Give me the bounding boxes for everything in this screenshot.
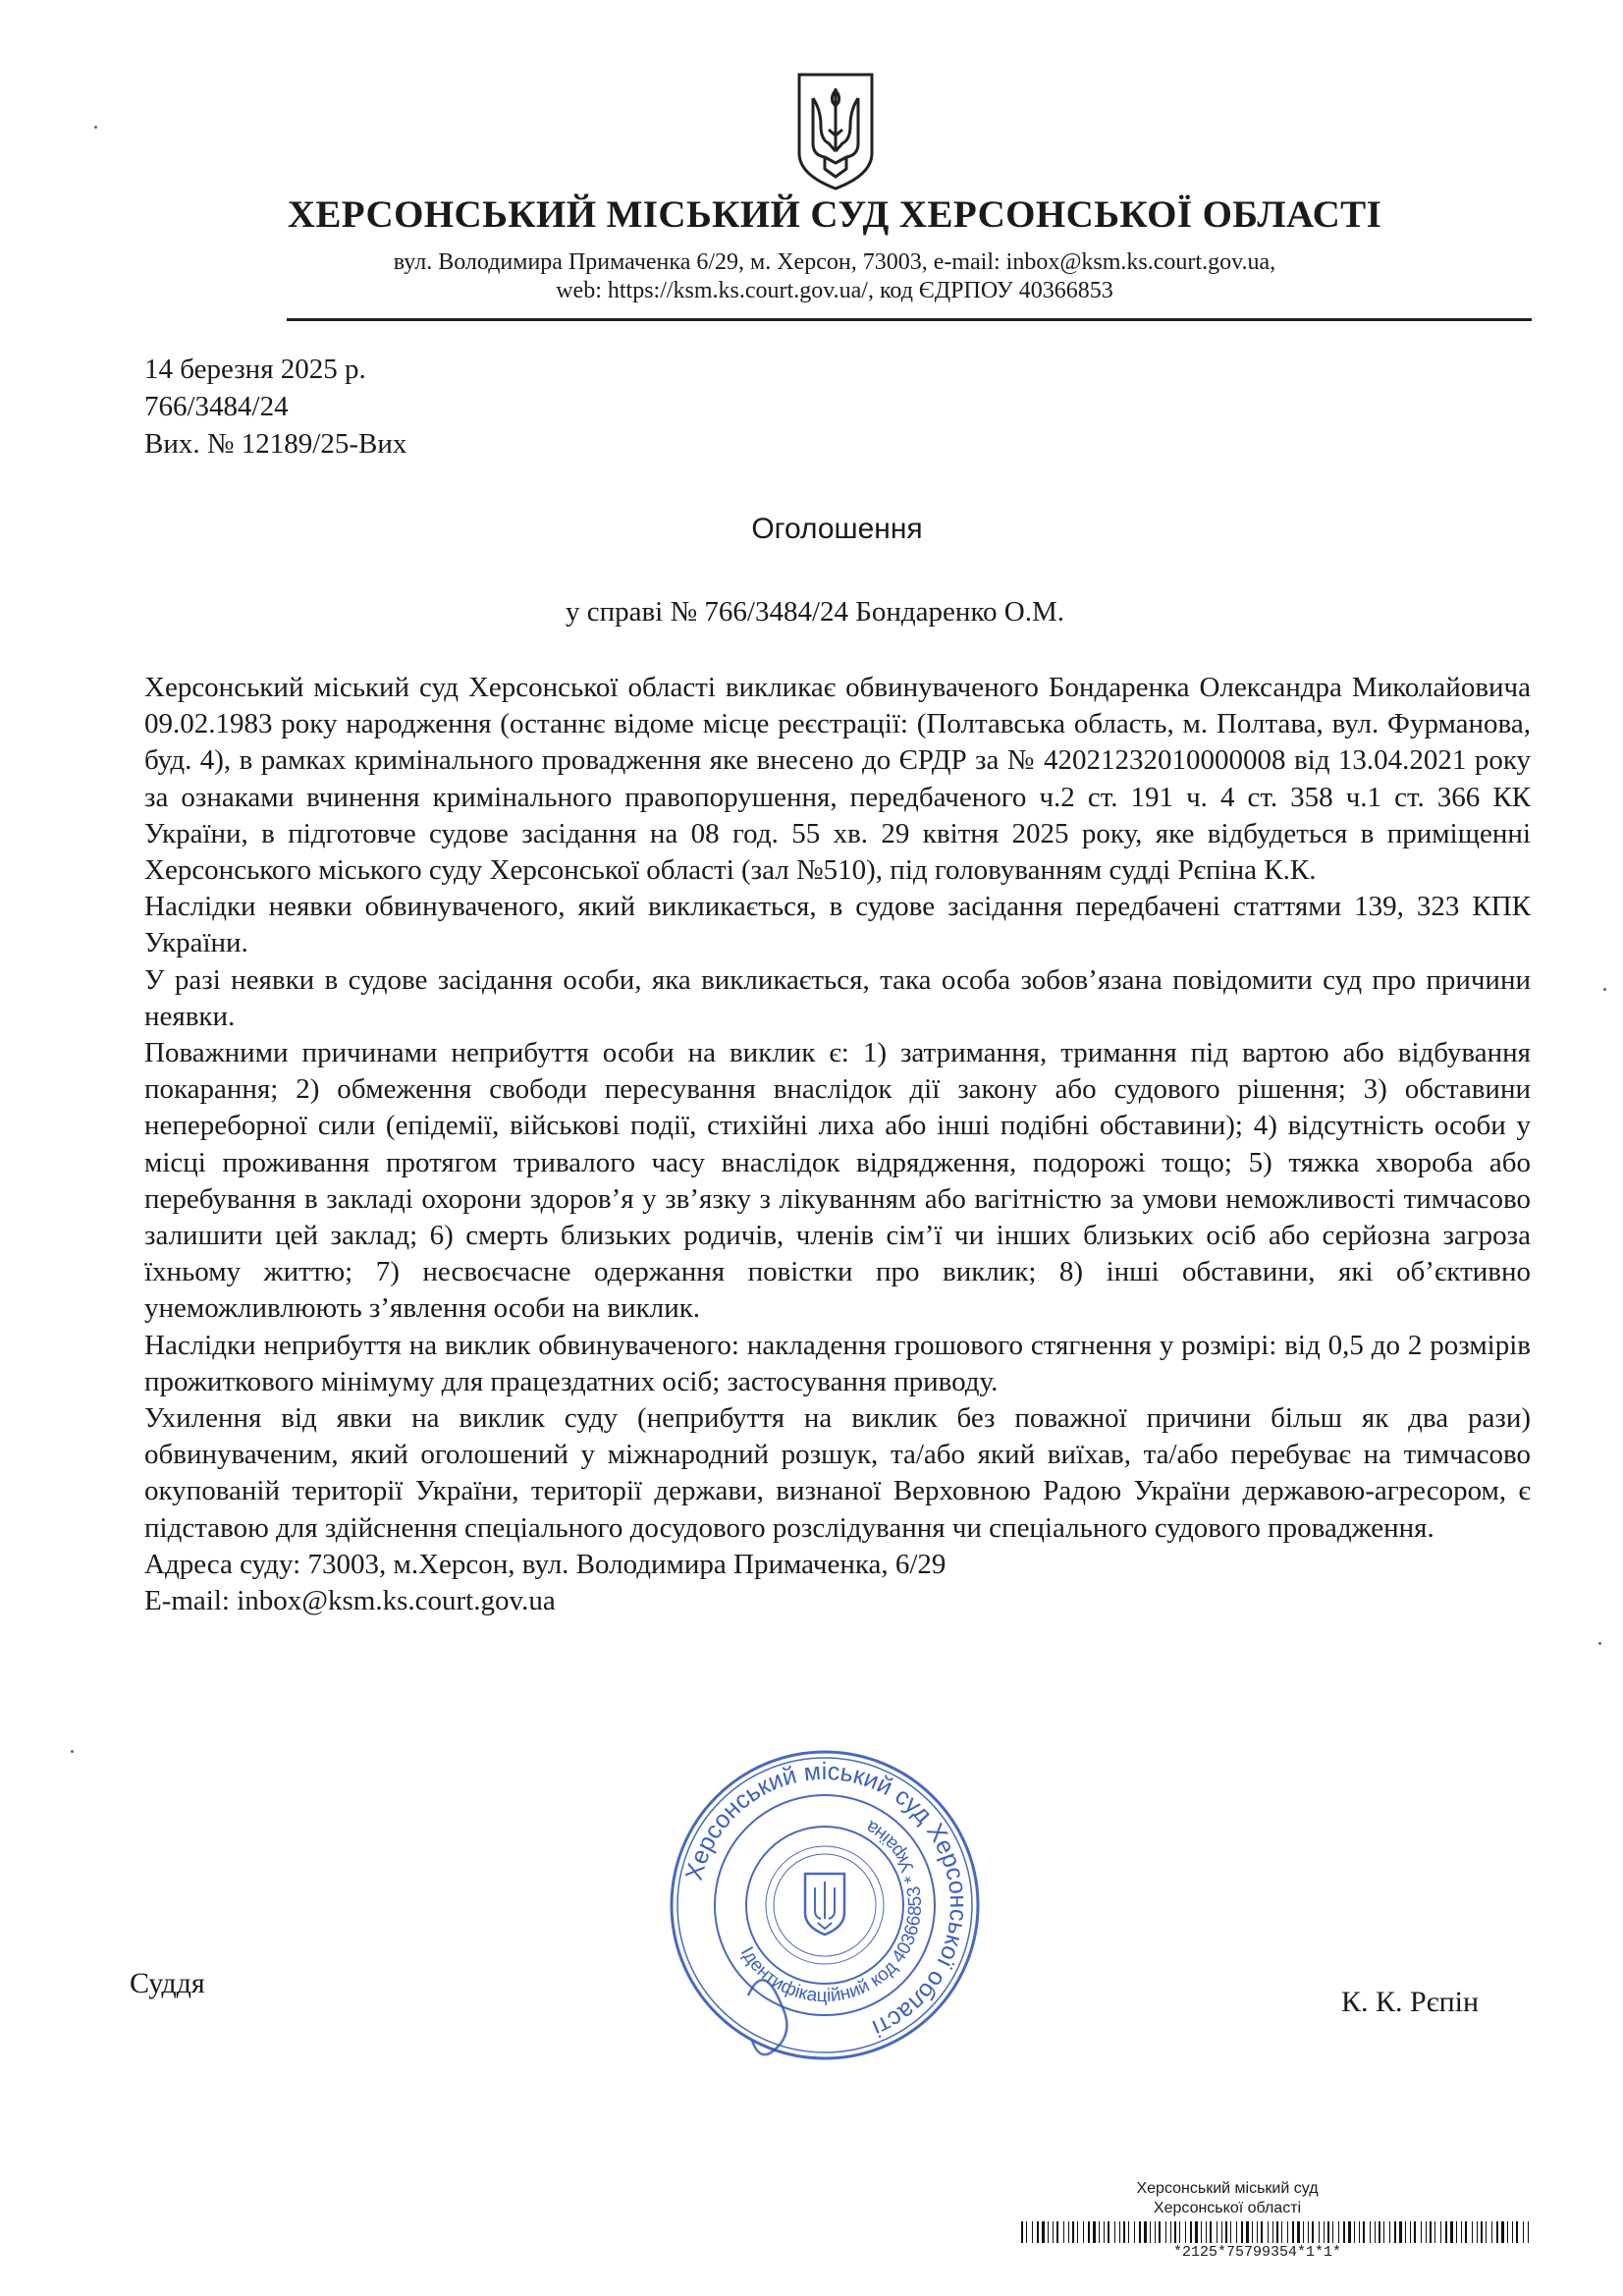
header-divider [287,318,1532,321]
barcode-bar [1185,2221,1186,2243]
barcode-bar [1144,2221,1147,2243]
barcode-bar [1170,2221,1171,2243]
barcode-bar [1056,2221,1058,2243]
document-barcode [1021,2221,1532,2243]
barcode-bar [1190,2221,1192,2243]
footer-org-line: Херсонської області [1153,2200,1302,2216]
barcode-bar [1319,2221,1320,2243]
body-paragraph: У разі неявки в судове засідання особи, яка викликається, така особа зобов’язана повідомити суд про причини неявки. [144,963,1531,1032]
barcode-bar [1195,2221,1198,2243]
barcode-bar [1123,2221,1125,2243]
barcode-bar [1257,2221,1258,2243]
barcode-bar [1206,2221,1207,2243]
barcode-bar [1068,2221,1069,2243]
barcode-bar [1246,2221,1249,2243]
barcode-bar [1088,2221,1090,2243]
document-title: Оголошення [751,513,923,545]
court-name: ХЕРСОНСЬКИЙ МІСЬКИЙ СУД ХЕРСОНСЬКОЇ ОБЛАСТІ [287,193,1382,236]
barcode-bar [1343,2221,1345,2243]
body-paragraph: Херсонський міський суд Херсонської області викликає обвинуваченого Бондаренка Олександра Миколайовича 09.02.1983 року народження (останнє відоме місце реєстрації: (Полтавська область, м. Полтава, вул. Фурманова, буд. 4), в рамках кримінального провадження яке внесено до ЄРДР за № 42021232010000008 від 13.04.2021 року за ознаками вчинення кримінального правопорушення, передбаченого ч.2 ст. 191 ч. 4 ст. 358 ч.1 ст. 366 КК України, в підготовче судове засідання на 08 год. 55 хв. 29 квітня 2025 року, яке відбудеться в приміщенні Херсонського міського суду Херсонської області (зал №510), під головуванням судді Рєпіна К.К. [144,672,1531,887]
barcode-bar [1276,2221,1278,2243]
barcode-bar [1179,2221,1180,2243]
barcode-bar [1465,2221,1467,2243]
body-paragraph: Наслідки неявки обвинуваченого, який викликається, в судове засідання передбачені статтями 139, 323 КПК України. [144,891,1531,959]
barcode-bar [1440,2221,1441,2243]
barcode-bar [1312,2221,1314,2243]
barcode-text: *2125*75799354*1*1* [1173,2244,1342,2261]
barcode-bar [1370,2221,1371,2243]
barcode-bar [1491,2221,1492,2243]
barcode-bar [1507,2221,1508,2243]
barcode-bar [1099,2221,1100,2243]
barcode-bar [1272,2221,1273,2243]
barcode-bar [1359,2221,1360,2243]
barcode-bar [1445,2221,1447,2243]
barcode-bar [1241,2221,1243,2243]
barcode-bar [1026,2221,1027,2243]
barcode-bar [1379,2221,1380,2243]
barcode-bar [1114,2221,1115,2243]
barcode-bar [1225,2221,1227,2243]
barcode-bar [1327,2221,1329,2243]
barcode-bar [1230,2221,1231,2243]
court-seal-stamp [658,1738,992,2072]
barcode-bar [1093,2221,1096,2243]
stamp-outer-text: Херсонський міський суд Херсонської області [679,1757,973,2043]
barcode-bar [1324,2221,1325,2243]
barcode-bar [1221,2221,1222,2243]
barcode-bar [1481,2221,1483,2243]
barcode-bar [1477,2221,1478,2243]
barcode-bar [1083,2221,1084,2243]
barcode-bar [1456,2221,1457,2243]
barcode-bar [1461,2221,1462,2243]
barcode-bar [1354,2221,1355,2243]
barcode-bar [1389,2221,1390,2243]
announcement-body [144,670,1531,1619]
barcode-bar [1394,2221,1396,2243]
barcode-bar [1348,2221,1351,2243]
case-number: 766/3484/24 [144,391,289,422]
barcode-bar [1410,2221,1411,2243]
barcode-bar [1174,2221,1176,2243]
barcode-bar [1165,2221,1166,2243]
barcode-bar [1512,2221,1513,2243]
scan-speck [1598,1642,1601,1645]
barcode-bar [1139,2221,1141,2243]
barcode-bar [1155,2221,1156,2243]
judge-role-label: Суддя [130,1967,205,1999]
barcode-bar [1128,2221,1129,2243]
case-subtitle: у справі № 766/3484/24 Бондаренко О.М. [565,596,1065,628]
barcode-bar [1450,2221,1453,2243]
footer-org-line: Херсонський міський суд [1136,2180,1319,2197]
barcode-bar [1308,2221,1309,2243]
barcode-bar [1430,2221,1432,2243]
barcode-bar [1032,2221,1033,2243]
barcode-bar [1383,2221,1384,2243]
barcode-bar [1063,2221,1064,2243]
document-date: 14 березня 2025 р. [144,354,366,385]
scan-speck [71,1750,74,1753]
barcode-bar [1297,2221,1300,2243]
footer-organization [1051,2179,1404,2218]
barcode-bar [1236,2221,1237,2243]
barcode-bar [1037,2221,1039,2243]
barcode-bar [1119,2221,1120,2243]
body-paragraph: Наслідки неприбуття на виклик обвинуваченого: накладення грошового стягнення у розмірі: від 0,5 до 2 розмірів прожиткового мінімуму для працездатних осіб; застосування приводу. [144,1329,1531,1397]
barcode-bar [1292,2221,1294,2243]
court-email: E-mail: inbox@ksm.ks.court.gov.ua [144,1585,556,1617]
judge-name: К. К. Рєпін [1341,1986,1480,2018]
barcode-bar [1053,2221,1054,2243]
ukraine-trident-icon [795,71,876,192]
barcode-bar [1528,2221,1529,2243]
barcode-bar [1516,2221,1518,2243]
court-web-line: web: https://ksm.ks.court.gov.ua/, код ЄДРПОУ 40366853 [556,278,1113,303]
barcode-bar [1261,2221,1263,2243]
barcode-bar [1523,2221,1524,2243]
barcode-bar [1021,2221,1023,2243]
barcode-bar [1159,2221,1161,2243]
body-paragraph: Поважними причинами неприбуття особи на виклик є: 1) затримання, тримання під вартою або відбування покарання; 2) обмеження свободи пересування внаслідок дії закону або судового рішення; 3) обставини непереборної сили (епідемії, військові події, стихійні лиха або інші подібні обставини); 4) відсутність особи у місці проживання протягом тривалого часу внаслідок відрядження, подорожі тощо; 5) тяжка хвороба або перебування в закладі охорони здоров’я у зв’язку з лікуванням або вагітністю за умови неможливості тимчасово залишити цей заклад; 6) смерть близьких родичів, членів сім’ї чи інших близьких осіб або серйозна загроза їхньому життю; 7) несвоєчасне одержання повістки про виклик; 8) інші обставини, які об’єктивно унеможливлюють з’явлення особи на виклик. [144,1037,1531,1325]
barcode-bar [1048,2221,1049,2243]
stamp-inner-text: Ідентифікаційний код 40366853 * Україна [735,1816,927,2007]
barcode-bar [1210,2221,1212,2243]
barcode-bar [1104,2221,1105,2243]
barcode-bar [1434,2221,1435,2243]
barcode-bar [1201,2221,1202,2243]
barcode-bar [1150,2221,1151,2243]
barcode-bar [1332,2221,1333,2243]
barcode-bar [1375,2221,1376,2243]
barcode-bar [1338,2221,1339,2243]
barcode-bar [1252,2221,1253,2243]
barcode-bar [1268,2221,1269,2243]
barcode-bar [1042,2221,1045,2243]
court-address-line: вул. Володимира Примаченка 6/29, м. Херсон, 73003, e-mail: inbox@ksm.ks.court.gov.ua, [393,249,1276,275]
scan-speck [94,126,97,129]
barcode-bar [1281,2221,1282,2243]
barcode-bar [1501,2221,1504,2243]
barcode-bar [1421,2221,1422,2243]
barcode-bar [1496,2221,1498,2243]
court-address: Адреса суду: 73003, м.Херсон, вул. Володимира Примаченка, 6/29 [144,1548,947,1580]
barcode-bar [1426,2221,1427,2243]
barcode-bar [1405,2221,1406,2243]
scan-speck [1603,988,1606,991]
body-paragraph: Ухилення від явки на виклик суду (неприбуття на виклик без поважної причини більш як два рази) обвинуваченим, який оголошений у міжнародний розшук, та/або який виїхав, та/або перебуває на тимчасово окупованій території України, території держави, визнаної Верховною Радою України державою-агресором, є підставою для здійснення спеціального досудового розслідування чи спеціального судового провадження. [144,1402,1531,1544]
barcode-bar [1363,2221,1365,2243]
barcode-bar [1077,2221,1078,2243]
barcode-bar [1472,2221,1473,2243]
outgoing-number: Вих. № 12189/25-Вих [144,428,407,460]
barcode-bar [1072,2221,1074,2243]
barcode-bar [1303,2221,1304,2243]
barcode-bar [1486,2221,1487,2243]
barcode-bar [1399,2221,1402,2243]
barcode-bar [1287,2221,1288,2243]
barcode-bar [1414,2221,1416,2243]
barcode-bar [1134,2221,1135,2243]
barcode-bar [1108,2221,1109,2243]
